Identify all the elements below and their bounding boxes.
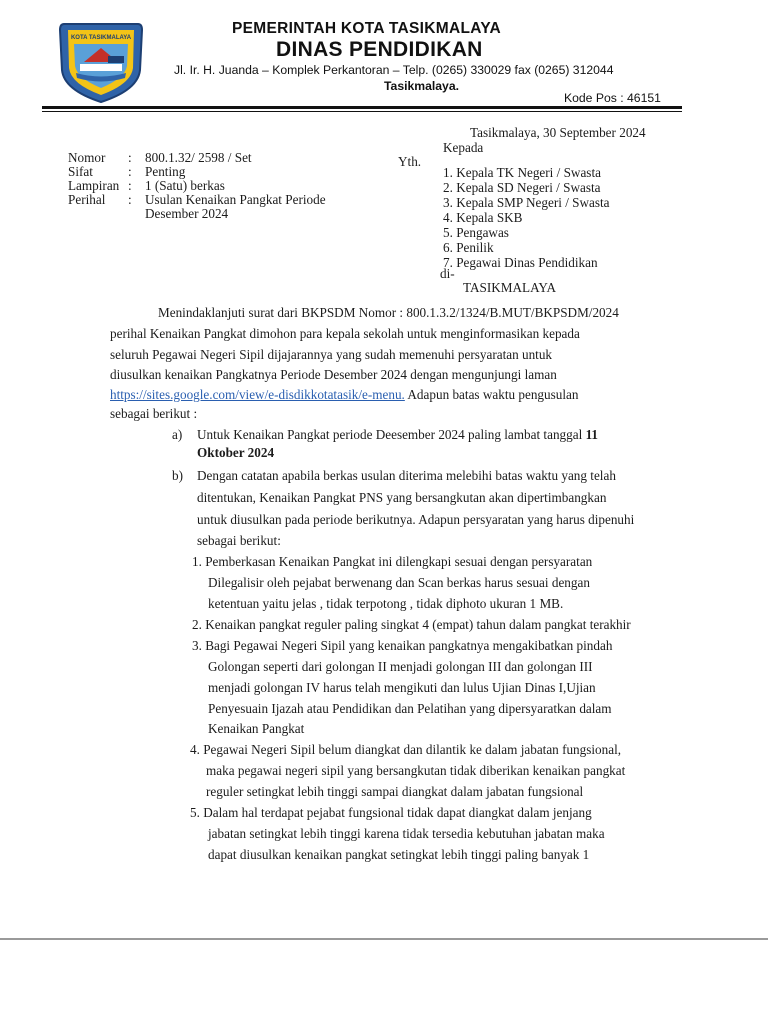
recipient-item: 1. Kepala TK Negeri / Swasta: [443, 165, 601, 180]
perihal-value-line1: Usulan Kenaikan Pangkat Periode: [145, 192, 326, 207]
requirement-1-line: Dilegalisir oleh pejabat berwenang dan Scan berkas harus sesuai dengan: [208, 575, 590, 590]
requirement-3-line: 3. Bagi Pegawai Negeri Sipil yang kenaikan pangkatnya mengakibatkan pindah: [192, 638, 613, 653]
nomor-label: Nomor: [68, 150, 106, 165]
item-b-line: Dengan catatan apabila berkas usulan diterima melebihi batas waktu yang telah: [197, 468, 616, 483]
body-line: sebagai berikut :: [110, 406, 198, 421]
sifat-colon: :: [128, 164, 132, 179]
city-emblem-logo: [54, 18, 148, 104]
item-a-marker: a): [172, 427, 183, 442]
agency-title: DINAS PENDIDIKAN: [276, 38, 483, 61]
item-b-marker: b): [172, 468, 183, 483]
body-line: perihal Kenaikan Pangkat dimohon para kepala sekolah untuk menginformasikan kepada: [110, 326, 580, 341]
item-b-line: ditentukan, Kenaikan Pangkat PNS yang bersangkutan akan dipertimbangkan: [197, 490, 607, 505]
body-line: Menindaklanjuti surat dari BKPSDM Nomor : 800.1.3.2/1324/B.MUT/BKPSDM/2024: [158, 305, 619, 320]
requirement-4-line: reguler setingkat lebih tinggi sampai diangkat dalam jabatan fungsional: [206, 784, 584, 799]
yth-label: Yth.: [398, 154, 422, 169]
scan-edge-line: [0, 938, 768, 940]
requirement-4-line: maka pegawai negeri sipil yang bersangkutan tidak diberikan kenaikan pangkat: [206, 763, 626, 778]
requirement-5-line: jabatan setingkat lebih tinggi karena tidak tersedia kebutuhan jabatan maka: [208, 826, 605, 841]
requirement-2-line: 2. Kenaikan pangkat reguler paling singkat 4 (empat) tahun dalam pangkat terakhir: [192, 617, 631, 632]
address-line: Jl. Ir. H. Juanda – Komplek Perkantoran – Telp. (0265) 330029 fax (0265) 312044: [174, 63, 614, 77]
recipient-item: 4. Kepala SKB: [443, 210, 523, 225]
postal-code: Kode Pos : 46151: [564, 91, 661, 105]
lampiran-value: 1 (Satu) berkas: [145, 178, 225, 193]
letterhead-rule-thin: [42, 111, 682, 112]
sifat-label: Sifat: [68, 164, 93, 179]
item-a-deadline-month: Oktober 2024: [197, 445, 275, 460]
disdik-menu-link[interactable]: https://sites.google.com/view/e-disdikkotatasik/e-menu.: [110, 387, 405, 402]
body-line-with-link: [110, 387, 578, 403]
recipient-item: 5. Pengawas: [443, 225, 509, 240]
requirement-5-line: dapat diusulkan kenaikan pangkat setingkat lebih tinggi paling banyak 1: [208, 847, 590, 862]
perihal-label: Perihal: [68, 192, 106, 207]
body-line: diusulkan kenaikan Pangkatnya Periode Desember 2024 dengan mengunjungi laman: [110, 367, 557, 382]
nomor-value: 800.1.32/ 2598 / Set: [145, 150, 252, 165]
recipient-place: TASIKMALAYA: [463, 280, 556, 295]
logo-lettering: KOTA TASIKMALAYA: [70, 35, 132, 41]
item-a-text: Untuk Kenaikan Pangkat periode Deesember 2024 paling lambat tanggal: [197, 427, 586, 442]
perihal-colon: :: [128, 192, 132, 207]
requirement-5-line: 5. Dalam hal terdapat pejabat fungsional tidak dapat diangkat dalam jenjang: [190, 805, 592, 820]
item-a-line1: [197, 427, 598, 443]
requirement-3-line: Golongan seperti dari golongan II menjadi golongan III dan golongan III: [208, 659, 593, 674]
letterhead-rule-thick: [42, 106, 682, 109]
letter-date: Tasikmalaya, 30 September 2024: [470, 125, 646, 140]
requirement-4-line: 4. Pegawai Negeri Sipil belum diangkat dan dilantik ke dalam jabatan fungsional,: [190, 742, 622, 757]
sifat-value: Penting: [145, 164, 186, 179]
nomor-colon: :: [128, 150, 132, 165]
recipient-item: 6. Penilik: [443, 240, 494, 255]
requirement-3-line: Kenaikan Pangkat: [208, 721, 305, 736]
item-a-deadline-day: 11: [585, 427, 599, 442]
city-line: Tasikmalaya.: [384, 79, 459, 93]
recipient-item: 2. Kepala SD Negeri / Swasta: [443, 180, 601, 195]
recipient-item: 7. Pegawai Dinas Pendidikan: [443, 255, 598, 270]
perihal-value-line2: Desember 2024: [145, 206, 229, 221]
item-b-line: untuk diusulkan pada periode berikutnya. Adapun persyaratan yang harus dipenuhi: [197, 512, 635, 527]
requirement-1-line: ketentuan yaitu jelas , tidak terpotong , tidak diphoto ukuran 1 MB.: [208, 596, 564, 611]
body-line: seluruh Pegawai Negeri Sipil dijajarannya yang sudah memenuhi persyaratan untuk: [110, 347, 553, 362]
lampiran-label: Lampiran: [68, 178, 120, 193]
government-title: PEMERINTAH KOTA TASIKMALAYA: [232, 20, 502, 37]
body-line-after-link: Adapun batas waktu pengusulan: [404, 387, 579, 402]
requirement-1-line: 1. Pemberkasan Kenaikan Pangkat ini dilengkapi sesuai dengan persyaratan: [192, 554, 593, 569]
requirement-3-line: menjadi golongan IV harus telah mengikuti dan lulus Ujian Dinas I,Ujian: [208, 680, 596, 695]
di-label: di-: [440, 266, 455, 281]
kepada-label: Kepada: [443, 140, 484, 155]
recipient-item: 3. Kepala SMP Negeri / Swasta: [443, 195, 610, 210]
item-b-line: sebagai berikut:: [197, 533, 281, 548]
lampiran-colon: :: [128, 178, 132, 193]
requirement-3-line: Penyesuain Ijazah atau Pendidikan dan Pelatihan yang dipersyaratkan dalam: [208, 701, 612, 716]
